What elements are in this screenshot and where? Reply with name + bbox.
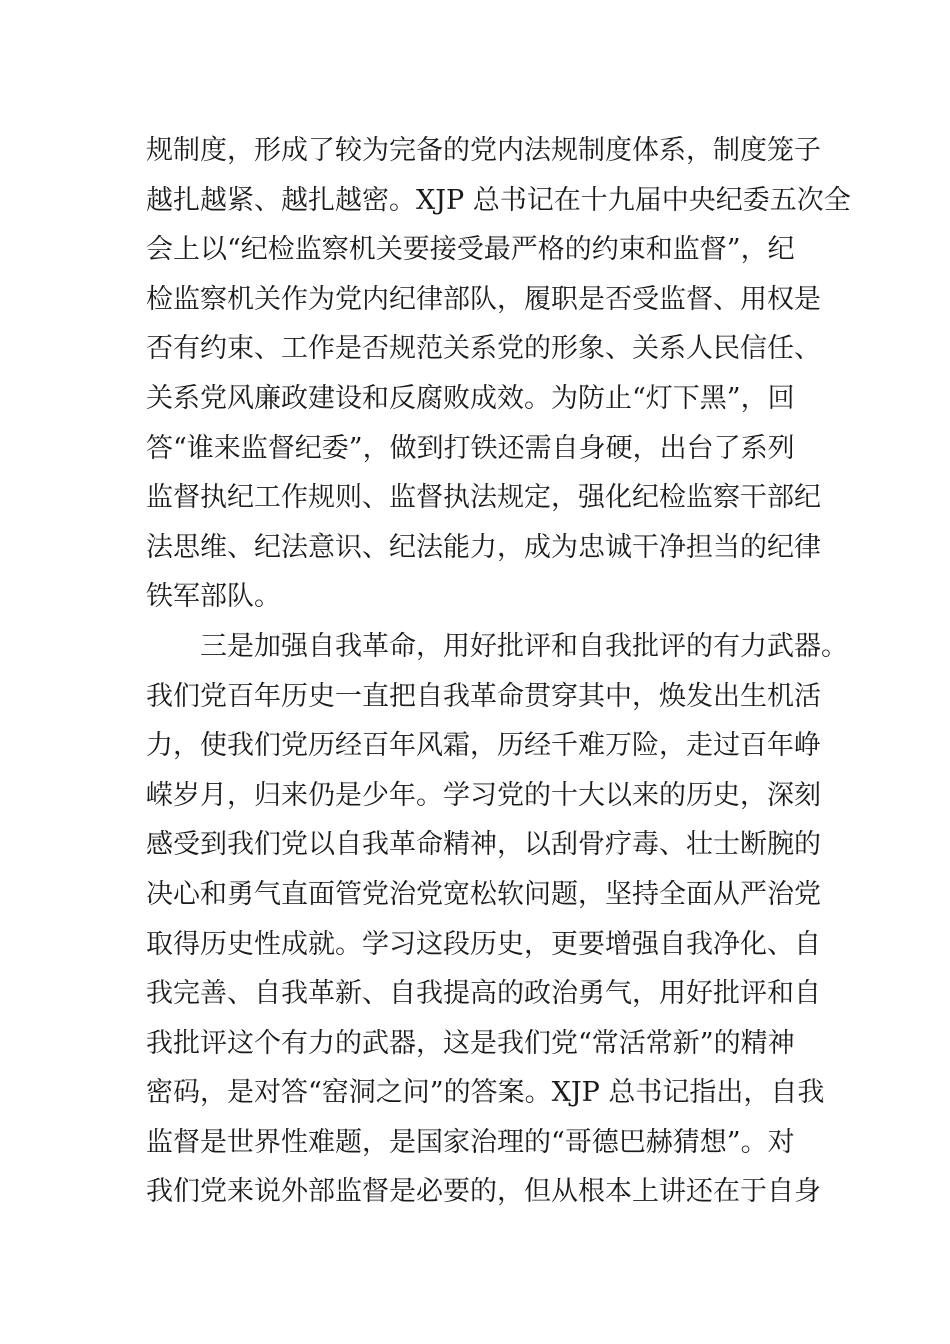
text-line: 我们党来说外部监督是必要的，但从根本上讲还在于自身 bbox=[146, 1176, 821, 1208]
text-line: 会上以“纪检监察机关要接受最严格的约束和监督”，纪 bbox=[146, 234, 795, 266]
text-line: 密码，是对答“窑洞之问”的答案。XJP 总书记指出，自我 bbox=[146, 1077, 825, 1109]
text-line: 检监察机关作为党内纪律部队，履职是否受监督、用权是 bbox=[146, 283, 821, 315]
text-line: 答“谁来监督纪委”，做到打铁还需自身硬，出台了系列 bbox=[146, 432, 795, 464]
text-line: 监督执纪工作规则、监督执法规定，强化纪检监察干部纪 bbox=[146, 482, 821, 514]
body-text bbox=[146, 126, 851, 1217]
text-line: 我批评这个有力的武器，这是我们党“常活常新”的精神 bbox=[146, 1027, 795, 1059]
text-line: 监督是世界性难题，是国家治理的“哥德巴赫猜想”。对 bbox=[146, 1126, 795, 1158]
text-line: 我们党百年历史一直把自我革命贯穿其中，焕发出生机活 bbox=[146, 680, 821, 712]
paragraph-first-line: 三是加强自我革命，用好批评和自我批评的有力武器。 bbox=[200, 630, 848, 662]
text-line: 铁军部队。 bbox=[146, 581, 281, 613]
text-line: 感受到我们党以自我革命精神，以刮骨疗毒、壮士断腕的 bbox=[146, 829, 821, 861]
text-line: 否有约束、工作是否规范关系党的形象、关系人民信任、 bbox=[146, 333, 821, 365]
text-line: 嵘岁月，归来仍是少年。学习党的十大以来的历史，深刻 bbox=[146, 779, 821, 811]
text-line: 法思维、纪法意识、纪法能力，成为忠诚干净担当的纪律 bbox=[146, 531, 821, 563]
text-line: 越扎越紧、越扎越密。XJP 总书记在十九届中央纪委五次全 bbox=[146, 184, 851, 216]
text-line: 关系党风廉政建设和反腐败成效。为防止“灯下黑”，回 bbox=[146, 382, 795, 414]
text-line: 我完善、自我革新、自我提高的政治勇气，用好批评和自 bbox=[146, 978, 821, 1010]
text-line: 规制度，形成了较为完备的党内法规制度体系，制度笼子 bbox=[146, 135, 821, 166]
text-line: 取得历史性成就。学习这段历史，更要增强自我净化、自 bbox=[146, 928, 821, 960]
text-line: 决心和勇气直面管党治党宽松软问题，坚持全面从严治党 bbox=[146, 878, 821, 910]
text-line: 力，使我们党历经百年风霜，历经千难万险，走过百年峥 bbox=[146, 730, 821, 762]
